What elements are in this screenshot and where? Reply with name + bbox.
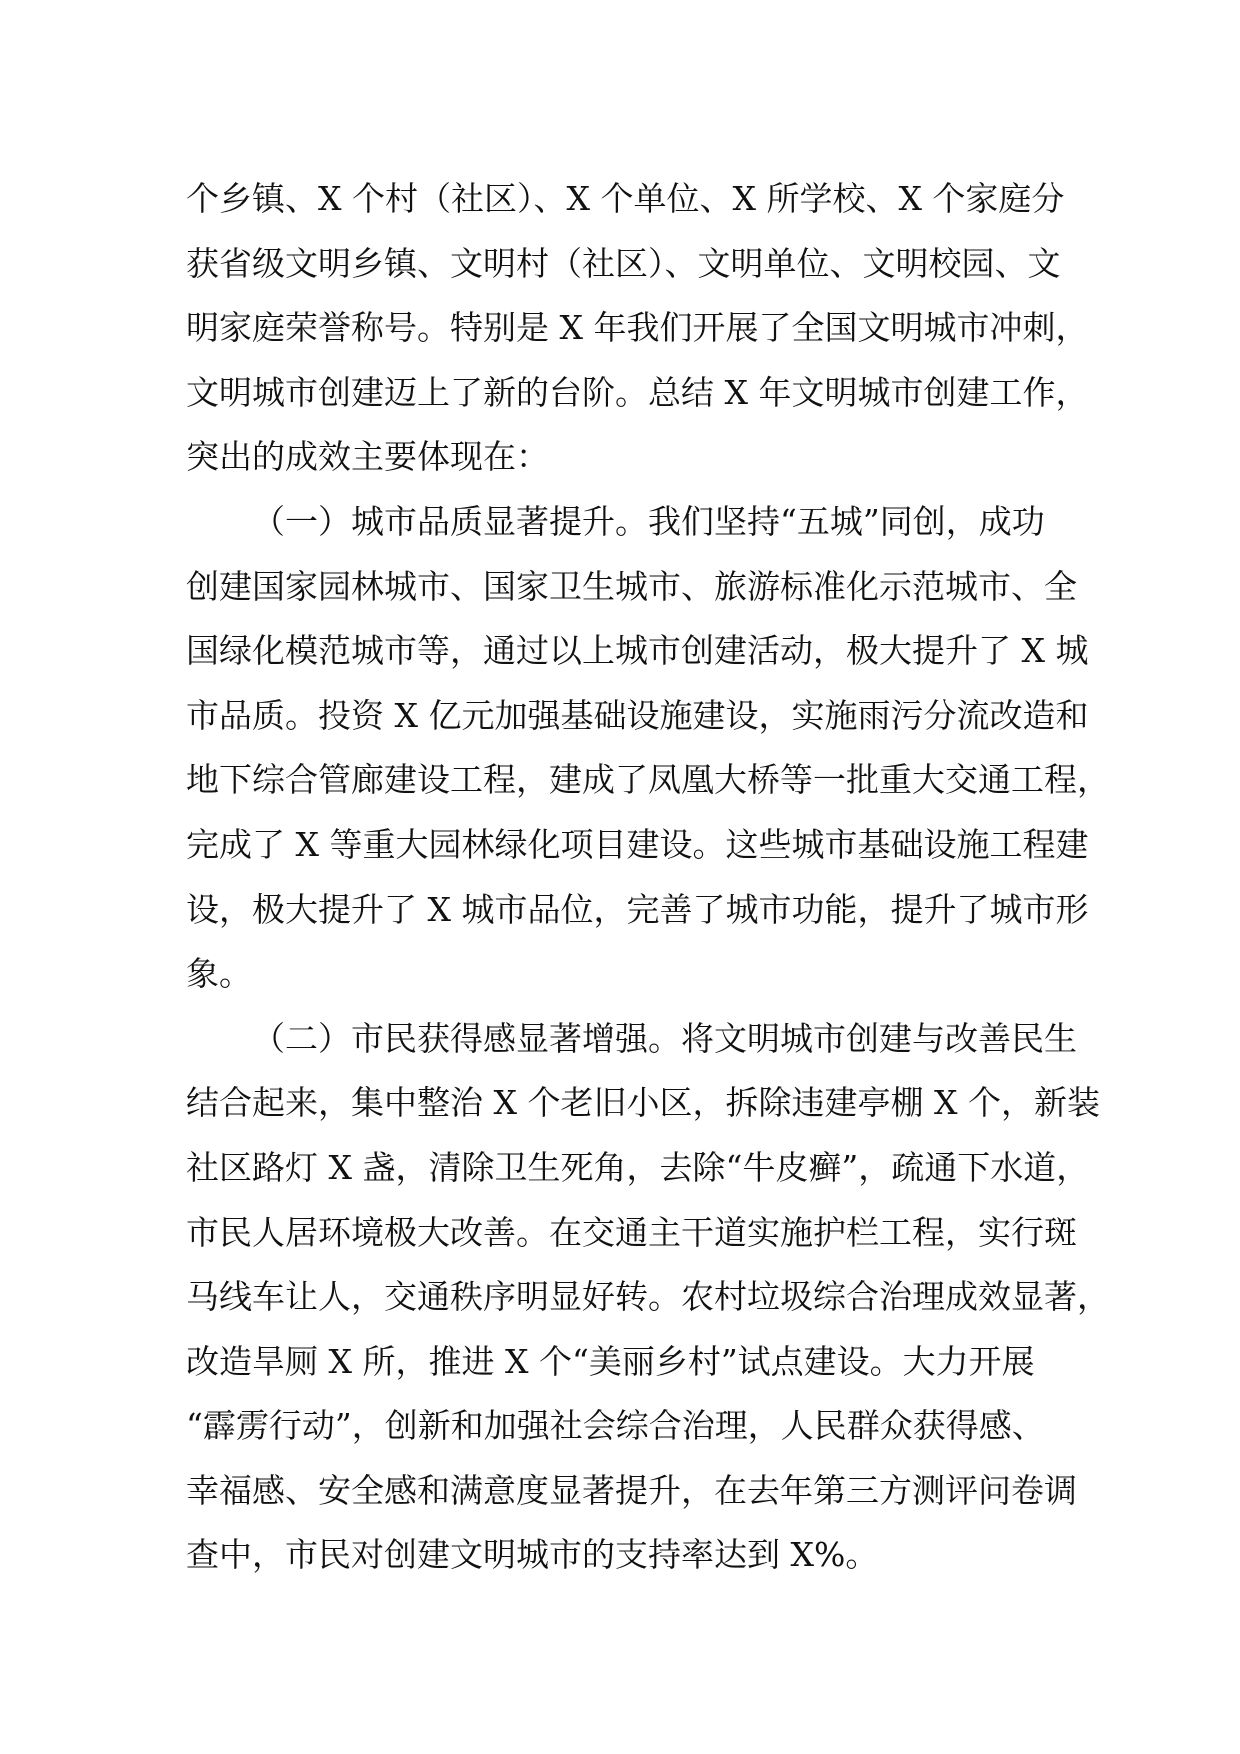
- text-line: 市品质。投资 X 亿元加强基础设施建设，实施雨污分流改造和: [186, 695, 1089, 735]
- text-line: 查中，市民对创建文明城市的支持率达到 X%。: [186, 1535, 879, 1575]
- text-line: 个乡镇、X 个村（社区）、X 个单位、X 所学校、X 个家庭分: [186, 179, 1065, 218]
- text-line: 结合起来，集中整治 X 个老旧小区，拆除违建亭棚 X 个，新装: [186, 1083, 1100, 1123]
- text-line: 市民人居环境极大改善。在交通主干道实施护栏工程，实行斑: [186, 1212, 1077, 1252]
- text-line: 明家庭荣誉称号。特别是 X 年我们开展了全国文明城市冲刺，: [186, 308, 1089, 348]
- text-line: 地下综合管廊建设工程，建成了凤凰大桥等一批重大交通工程，: [186, 760, 1110, 800]
- text-line: 创建国家园林城市、国家卫生城市、旅游标准化示范城市、全: [186, 566, 1077, 606]
- text-line: “霹雳行动”，创新和加强社会综合治理，人民群众获得感、: [186, 1406, 1045, 1446]
- text-line: 社区路灯 X 盏，清除卫生死角，去除“牛皮癣”，疏通下水道，: [186, 1147, 1090, 1187]
- text-line: 象。: [186, 954, 252, 994]
- text-line: 设，极大提升了 X 城市品位，完善了城市功能，提升了城市形: [186, 889, 1089, 929]
- text-line-first: （一）城市品质显著提升。我们坚持“五城”同创，成功: [252, 501, 1045, 541]
- text-line: 改造旱厕 X 所，推进 X 个“美丽乡村”试点建设。大力开展: [186, 1341, 1035, 1381]
- text-line: 获省级文明乡镇、文明村（社区）、文明单位、文明校园、文: [186, 243, 1061, 283]
- text-line: 马线车让人，交通秩序明显好转。农村垃圾综合治理成效显著，: [186, 1277, 1110, 1317]
- paragraph-section-1: [186, 490, 1110, 1007]
- text-line: 完成了 X 等重大园林绿化项目建设。这些城市基础设施工程建: [186, 824, 1089, 864]
- paragraph-section-2: [186, 1007, 1110, 1588]
- text-line: 突出的成效主要体现在：: [186, 437, 549, 477]
- text-line: 国绿化模范城市等，通过以上城市创建活动，极大提升了 X 城: [186, 631, 1089, 671]
- text-line: 幸福感、安全感和满意度显著提升，在去年第三方测评问卷调: [186, 1470, 1077, 1510]
- text-line-first: （二）市民获得感显著增强。将文明城市创建与改善民生: [252, 1018, 1077, 1058]
- paragraph-intro-continuation: [186, 167, 1089, 490]
- document-body: [186, 167, 1110, 1588]
- text-line: 文明城市创建迈上了新的台阶。总结 X 年文明城市创建工作，: [186, 372, 1089, 412]
